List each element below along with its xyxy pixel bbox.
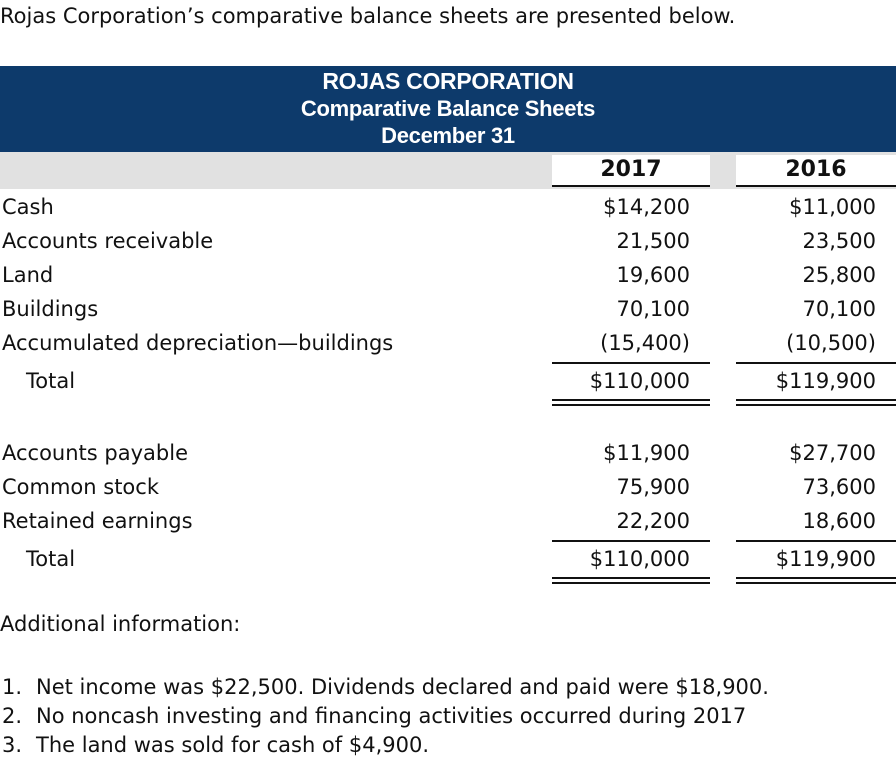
table-row	[0, 190, 896, 224]
table-row	[0, 504, 896, 538]
double-rule-2016	[736, 577, 896, 584]
double-rule-2017	[552, 577, 710, 584]
table-row	[0, 436, 896, 470]
value-2016: 23,500	[802, 229, 876, 253]
statement-date: December 31	[381, 123, 515, 148]
total-2017: $110,000	[589, 547, 690, 571]
row-label: Retained earnings	[2, 509, 193, 533]
item-text: Net income was $22,500. Dividends declared and paid were $18,900.	[36, 675, 769, 699]
value-2017: $11,900	[603, 441, 690, 465]
total-2016: $119,900	[775, 547, 876, 571]
row-label: Cash	[2, 195, 54, 219]
value-2016: 73,600	[802, 475, 876, 499]
row-label: Buildings	[2, 297, 99, 321]
double-rule-2016	[736, 399, 896, 406]
column-header-2016: 2016	[736, 155, 896, 187]
company-name: ROJAS CORPORATION	[322, 68, 574, 94]
value-2017: 19,600	[616, 263, 690, 287]
value-2016: (10,500)	[786, 331, 876, 355]
table-row	[0, 326, 896, 360]
row-label: Common stock	[2, 475, 159, 499]
double-rule-2017	[552, 399, 710, 406]
value-2017: 75,900	[616, 475, 690, 499]
item-number: 1.	[2, 675, 23, 699]
value-2016: 18,600	[802, 509, 876, 533]
total-row	[0, 542, 896, 576]
value-2016: 25,800	[802, 263, 876, 287]
list-item	[0, 702, 769, 731]
list-item	[0, 673, 769, 702]
table-row	[0, 224, 896, 258]
item-text: The land was sold for cash of $4,900.	[36, 733, 430, 757]
additional-heading: Additional information:	[0, 612, 241, 636]
row-label: Accumulated depreciation—buildings	[2, 331, 394, 355]
statement-header	[0, 66, 896, 152]
row-label: Accounts payable	[2, 441, 188, 465]
intro-text: Rojas Corporation’s comparative balance sheets are presented below.	[0, 4, 736, 28]
row-label: Accounts receivable	[2, 229, 214, 253]
value-2017: (15,400)	[600, 331, 690, 355]
table-row	[0, 470, 896, 504]
row-label: Land	[2, 263, 54, 287]
value-2016: $27,700	[789, 441, 876, 465]
table-row	[0, 292, 896, 326]
value-2017: 21,500	[616, 229, 690, 253]
total-2017: $110,000	[589, 369, 690, 393]
statement-title: Comparative Balance Sheets	[300, 96, 596, 121]
item-text: No noncash investing and financing activities occurred during 2017	[36, 704, 747, 728]
list-item	[0, 731, 769, 760]
value-2016: $11,000	[789, 195, 876, 219]
total-label: Total	[26, 369, 76, 393]
total-2016: $119,900	[775, 369, 876, 393]
additional-list	[0, 673, 769, 760]
column-header-2017: 2017	[552, 155, 710, 187]
total-row	[0, 364, 896, 398]
total-label: Total	[26, 547, 76, 571]
item-number: 2.	[2, 704, 23, 728]
table-row	[0, 258, 896, 292]
item-number: 3.	[2, 733, 23, 757]
value-2017: 22,200	[616, 509, 690, 533]
value-2017: 70,100	[616, 297, 690, 321]
value-2016: 70,100	[802, 297, 876, 321]
value-2017: $14,200	[603, 195, 690, 219]
